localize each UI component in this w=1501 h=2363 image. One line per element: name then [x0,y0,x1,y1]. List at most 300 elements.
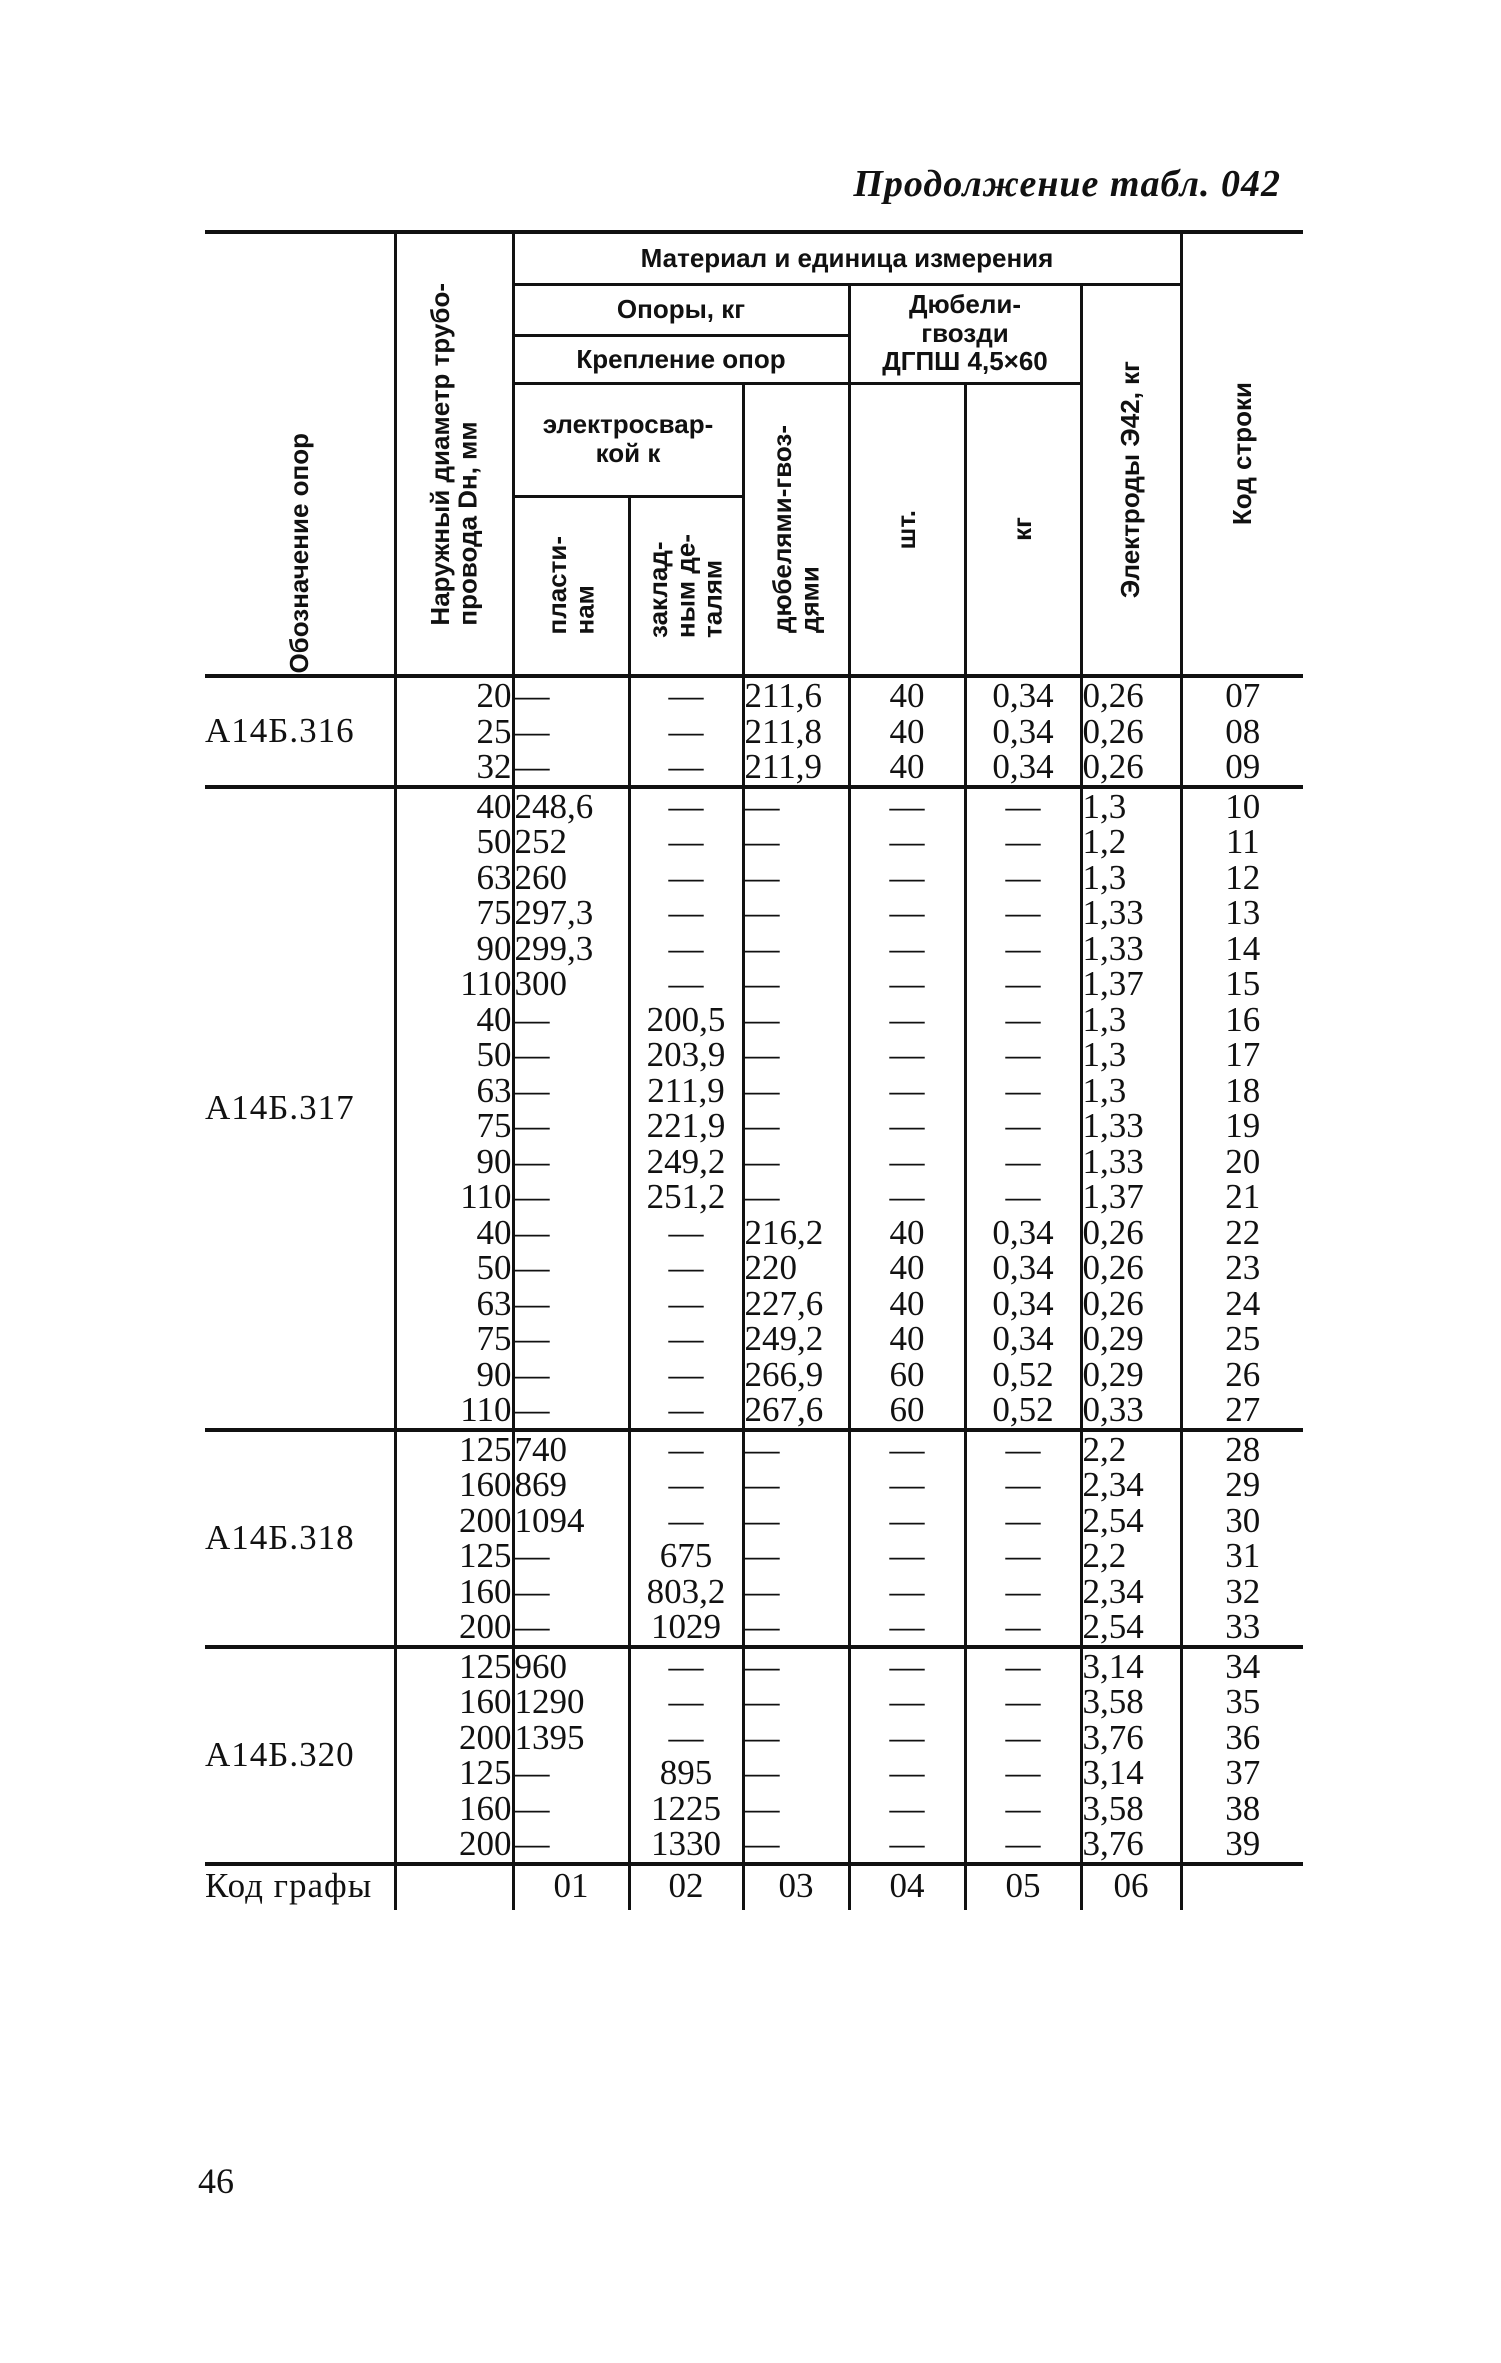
table-cell-value: 15 [1225,964,1261,1003]
table-cell-value: 3,58 [1082,1788,1144,1828]
header-row-code: Код строки [1181,232,1303,676]
table-cell-value: — [744,1106,780,1145]
table-cell-value: 40 [889,711,925,751]
table-cell-value: — [514,1106,550,1145]
table-cell-value: 0,34 [992,747,1054,786]
table-cell-value: 160 [459,1682,512,1721]
kg-cell [965,787,1081,1430]
table-cell-value: 40 [476,786,512,826]
table-cell-value: 125 [459,1429,512,1469]
table-cell-value: — [514,747,550,786]
table-cell-value: — [514,1283,550,1323]
table-cell-value: 740 [514,1429,567,1469]
designation-cell: А14Б.318 [205,1430,395,1647]
table-cell-value: — [889,1824,925,1863]
table-cell-value: — [744,786,780,826]
table-cell-value: — [889,857,925,897]
table-cell-value: — [1005,1500,1041,1540]
dowels-cell [743,787,849,1430]
embedded-cell [629,787,743,1430]
table-cell-value: — [668,857,704,897]
table-cell-value: 216,2 [744,1212,824,1252]
footer-code-cell: 01 [513,1864,629,1910]
table-cell-value: — [1005,1536,1041,1575]
table-cell-value: 1,33 [1082,928,1144,968]
table-cell-value: — [1005,1141,1041,1181]
table-cell-value: 0,26 [1082,747,1144,786]
table-cell-value: — [889,1500,925,1540]
table-cell-value: 20 [476,676,512,715]
kg-cell [965,676,1081,787]
table-cell-value: — [668,928,704,968]
table-cell-value: 0,52 [992,1354,1054,1394]
table-cell-value: — [514,1390,550,1429]
table-cell-value: — [668,1717,704,1757]
table-cell-value: 38 [1225,1788,1261,1828]
table-cell-value: 12 [1225,857,1261,897]
table-cell-value: — [514,1824,550,1863]
table-cell-value: 32 [476,747,512,786]
table-cell-value: 28 [1225,1429,1261,1469]
dowels-cell [743,676,849,787]
table-cell-value: 35 [1225,1682,1261,1721]
kg-cell [965,1430,1081,1647]
diameter-cell [395,787,513,1430]
table-cell-value: 33 [1225,1607,1261,1646]
table-cell-value: 30 [1225,1500,1261,1540]
table-cell-value: — [514,1788,550,1828]
table-cell-value: 40 [476,1212,512,1252]
table-cell-value: 1330 [651,1824,721,1863]
table-cell-value: 50 [476,1035,512,1074]
dowels-cell [743,1647,849,1864]
table-cell-value: 14 [1225,928,1261,968]
footer-spacer [1181,1864,1303,1910]
table-cell-value: 2,2 [1082,1429,1127,1469]
table-cell-value: 10 [1225,786,1261,826]
embedded-cell [629,1647,743,1864]
header-kg: кг [965,383,1081,676]
table-cell-value: 24 [1225,1283,1261,1323]
table-cell-value: — [744,1429,780,1469]
table-cell-value: 2,34 [1082,1571,1144,1611]
table-cell-value: 21 [1225,1177,1261,1216]
table-cell-value: — [744,1141,780,1181]
table-cell-value: 63 [476,1283,512,1323]
table-cell-value: — [668,1212,704,1252]
table-cell-value: — [889,928,925,968]
table-cell-value: 266,9 [744,1354,824,1394]
table-cell-value: — [889,1571,925,1611]
table-cell-value: 297,3 [514,893,594,932]
table-cell-value: — [1005,1717,1041,1757]
table-cell-value: 299,3 [514,928,594,968]
table-cell-value: — [514,1354,550,1394]
table-cell-value: 3,76 [1082,1824,1144,1863]
table-cell-value: — [668,964,704,1003]
header-plates: пласти- нам [513,496,629,676]
table-cell-value: — [744,893,780,932]
table-cell-value: 1,3 [1082,1070,1127,1110]
table-cell-value: 0,26 [1082,711,1144,751]
electrodes-cell [1081,1647,1181,1864]
footer-spacer [395,1864,513,1910]
table-cell-value: 39 [1225,1824,1261,1863]
row-code-cell [1181,676,1303,787]
table-cell-value: — [668,1465,704,1504]
table-cell-value: — [744,1788,780,1828]
header-pcs: шт. [849,383,965,676]
electrodes-cell [1081,676,1181,787]
electrodes-cell [1081,1430,1181,1647]
table-cell-value: — [889,1682,925,1721]
pcs-cell [849,1647,965,1864]
table-cell-value: — [1005,999,1041,1039]
table-cell-value: 60 [889,1390,925,1429]
table-cell-value: 1,33 [1082,1141,1144,1181]
table-cell-value: — [668,747,704,786]
table-cell-value: — [514,1607,550,1646]
table-cell-value: 1,33 [1082,893,1144,932]
plates-cell [513,1647,629,1864]
table-cell-value: 267,6 [744,1390,824,1429]
table-cell-value: — [1005,1788,1041,1828]
table-cell-value: 0,29 [1082,1354,1144,1394]
page-number: 46 [198,2161,234,2201]
table-cell-value: 1,3 [1082,1035,1127,1074]
table-cell-value: — [668,786,704,826]
electrodes-cell [1081,787,1181,1430]
table-cell-value: — [668,1646,704,1686]
table-cell-value: 20 [1225,1141,1261,1181]
table-cell-value: 0,34 [992,676,1054,715]
pcs-cell [849,1430,965,1647]
table-cell-value: — [1005,1070,1041,1110]
table-cell-value: — [889,1753,925,1792]
table-cell-value: 22 [1225,1212,1261,1252]
header-dowels: дюбелями-гвоз- дями [743,383,849,676]
table-cell-value: 960 [514,1646,567,1686]
table-cell-value: — [514,1177,550,1216]
table-cell-value: 110 [460,1177,512,1216]
table-cell-value: — [744,1465,780,1504]
diameter-cell [395,676,513,787]
table-cell-value: 36 [1225,1717,1261,1757]
table-cell-value: 252 [514,822,567,861]
table-cell-value: — [889,1070,925,1110]
table-cell-value: 90 [476,928,512,968]
table-cell-value: — [514,999,550,1039]
table-cell-value: 221,9 [646,1106,726,1145]
dowels-cell [743,1430,849,1647]
table-cell-value: 63 [476,1070,512,1110]
table-cell-value: 0,26 [1082,1212,1144,1252]
table-cell-value: — [744,1717,780,1757]
table-cell-value: 90 [476,1141,512,1181]
footer-code-cell: 04 [849,1864,965,1910]
table-cell-value: 260 [514,857,567,897]
table-cell-value: 3,14 [1082,1646,1144,1686]
table-cell-value: 16 [1225,999,1261,1039]
table-cell-value: — [889,786,925,826]
table-cell-value: — [889,1465,925,1504]
table-cell-value: 40 [889,676,925,715]
table-cell-value: — [1005,1035,1041,1074]
table-cell-value: 200 [459,1500,512,1540]
table-cell-value: 110 [460,964,512,1003]
table-cell-value: 0,29 [1082,1319,1144,1358]
table-cell-value: 125 [459,1536,512,1575]
table-cell-value: 60 [889,1354,925,1394]
footer-code-cell: 06 [1081,1864,1181,1910]
table-cell-value: 0,26 [1082,1248,1144,1287]
table-cell-value: — [744,1035,780,1074]
table-cell-value: 3,14 [1082,1753,1144,1792]
table-cell-value: — [889,1035,925,1074]
table-cell-value: 869 [514,1465,567,1504]
table-cell-value: — [889,1106,925,1145]
diameter-cell [395,1430,513,1647]
table-cell-value: — [889,1141,925,1181]
table-cell-value: 26 [1225,1354,1261,1394]
table-cell-value: — [668,1500,704,1540]
table-cell-value: — [668,711,704,751]
table-cell-value: 40 [889,1283,925,1323]
designation-cell: А14Б.316 [205,676,395,787]
table-cell-value: — [1005,1682,1041,1721]
table-cell-value: — [889,1646,925,1686]
table-cell-value: — [889,1607,925,1646]
header-supports-kg: Опоры, кг [513,284,849,335]
header-designation: Обозначение опор [205,232,395,676]
table-cell-value: 23 [1225,1248,1261,1287]
row-code-cell [1181,1430,1303,1647]
table-cell-value: — [514,676,550,715]
table-cell-value: — [668,1248,704,1287]
table-cell-value: — [889,1717,925,1757]
table-cell-value: 0,26 [1082,1283,1144,1323]
table-cell-value: — [668,822,704,861]
table-cell-value: — [514,1536,550,1575]
header-diameter: Наружный диаметр трубо- провода Dн, мм [395,232,513,676]
table-cell-value: — [1005,964,1041,1003]
table-cell-value: 13 [1225,893,1261,932]
table-cell-value: — [744,1536,780,1575]
table-cell-value: 249,2 [646,1141,726,1181]
table-cell-value: 0,34 [992,1212,1054,1252]
table-cell-value: — [744,1824,780,1863]
table-cell-value: 220 [744,1248,797,1287]
table-cell-value: — [514,1248,550,1287]
table-cell-value: 300 [514,964,567,1003]
row-code-cell [1181,787,1303,1430]
table-caption: Продолжение табл. 042 [853,163,1281,205]
table-cell-value: 0,34 [992,1283,1054,1323]
table-cell-value: — [668,1354,704,1394]
table-cell-value: — [889,1788,925,1828]
row-code-cell [1181,1647,1303,1864]
table-cell-value: — [744,1753,780,1792]
table-cell-value: 160 [459,1571,512,1611]
table-cell-value: — [744,928,780,968]
table-cell-value: 0,26 [1082,676,1144,715]
table-cell-value: 1,37 [1082,1177,1144,1216]
table-cell-value: — [1005,822,1041,861]
table-cell-value: 160 [459,1465,512,1504]
table-cell-value: 2,54 [1082,1500,1144,1540]
table-cell-value: — [1005,1607,1041,1646]
table-cell-value: — [889,893,925,932]
table-cell-value: 125 [459,1753,512,1792]
table-cell-value: — [889,964,925,1003]
table-cell-value: — [668,1283,704,1323]
table-cell-value: 1395 [514,1717,585,1757]
table-row-group [205,676,1303,787]
table-cell-value: — [514,1212,550,1252]
table-cell-value: 75 [476,1319,512,1358]
table-cell-value: 251,2 [646,1177,726,1216]
table-cell-value: 3,58 [1082,1682,1144,1721]
table-cell-value: 63 [476,857,512,897]
table-cell-value: 203,9 [646,1035,726,1074]
table-cell-value: — [744,999,780,1039]
table-cell-value: — [1005,1106,1041,1145]
table-cell-value: — [744,822,780,861]
table-cell-value: — [514,1571,550,1611]
table-cell-value: 11 [1225,822,1260,861]
table-cell-value: 3,76 [1082,1717,1144,1757]
table-cell-value: 09 [1225,747,1261,786]
footer-label: Код графы [205,1865,373,1905]
table-cell-value: 803,2 [646,1571,726,1611]
table-cell-value: — [744,1571,780,1611]
table-cell-value: — [1005,1571,1041,1611]
table-cell-value: 1094 [514,1500,585,1540]
table-cell-value: 227,6 [744,1283,824,1323]
table-cell-value: 2,54 [1082,1607,1144,1646]
footer-code-cell: 05 [965,1864,1081,1910]
plates-cell [513,1430,629,1647]
table-cell-value: 19 [1225,1106,1261,1145]
table-cell-value: 2,34 [1082,1465,1144,1504]
table-cell-value: — [744,1177,780,1216]
designation-cell: А14Б.317 [205,787,395,1430]
table-cell-value: — [744,1682,780,1721]
header-mounting: Крепление опор [513,335,849,383]
table-cell-value: 200,5 [646,999,726,1039]
table-cell-value: 249,2 [744,1319,824,1358]
table-cell-value: 29 [1225,1465,1261,1504]
table-cell-value: 1,3 [1082,786,1127,826]
table-cell-value: 1290 [514,1682,585,1721]
table-cell-value: — [668,1319,704,1358]
table-cell-value: — [889,822,925,861]
table-cell-value: 50 [476,822,512,861]
table-cell-value: 1,3 [1082,999,1127,1039]
header-electrowelding: электросвар- кой к [513,383,743,496]
table-cell-value: — [1005,1465,1041,1504]
table-cell-value: 27 [1225,1390,1261,1429]
table-cell-value: 200 [459,1607,512,1646]
table-cell-value: 248,6 [514,786,594,826]
pcs-cell [849,676,965,787]
table-cell-value: 0,52 [992,1390,1054,1429]
table-cell-value: — [668,1429,704,1469]
table-cell-value: 1029 [651,1607,721,1646]
table-cell-value: 200 [459,1824,512,1863]
table-cell-value: — [668,1682,704,1721]
table-cell-value: — [1005,928,1041,968]
table-row-group [205,1647,1303,1864]
table-row-group [205,1430,1303,1647]
table-footer [205,1864,1303,1910]
table-cell-value: 0,33 [1082,1390,1144,1429]
table-cell-value: 32 [1225,1571,1261,1611]
header-material-units: Материал и единица измерения [513,232,1181,284]
table-cell-value: 0,34 [992,1319,1054,1358]
table-cell-value: 40 [889,1319,925,1358]
table-cell-value: — [1005,1824,1041,1863]
table-cell-value: 160 [459,1788,512,1828]
table-cell-value: 1225 [651,1788,721,1828]
table-cell-value: — [514,1035,550,1074]
header-dowel-nails: Дюбели- гвозди ДГПШ 4,5×60 [849,284,1081,383]
table-cell-value: — [744,857,780,897]
table-cell-value: 75 [476,1106,512,1145]
table-cell-value: 17 [1225,1035,1261,1074]
footer-code-cell: 03 [743,1864,849,1910]
table-cell-value: 75 [476,893,512,932]
table-cell-value: — [1005,857,1041,897]
table-cell-value: 211,9 [647,1070,725,1110]
table-cell-value: 675 [659,1536,713,1575]
table-cell-value: 1,33 [1082,1106,1144,1145]
table-cell-value: — [1005,893,1041,932]
table-cell-value: 110 [460,1390,512,1429]
table-cell-value: 211,8 [744,711,822,751]
table-cell-value: — [1005,786,1041,826]
table-cell-value: 1,37 [1082,964,1144,1003]
table-cell-value: 2,2 [1082,1536,1127,1575]
table-cell-value: — [889,1429,925,1469]
table-cell-value: — [744,1607,780,1646]
header-electrodes: Электроды Э42, кг [1081,284,1181,676]
table-cell-value: — [744,1646,780,1686]
table-cell-value: — [744,1500,780,1540]
embedded-cell [629,1430,743,1647]
table-cell-value: — [1005,1753,1041,1792]
table-cell-value: 211,6 [744,676,822,715]
table-cell-value: — [889,1177,925,1216]
table-cell-value: 211,9 [744,747,822,786]
kg-cell [965,1647,1081,1864]
table-cell-value: 34 [1225,1646,1261,1686]
plates-cell [513,787,629,1430]
table-cell-value: 07 [1225,676,1261,715]
table-body [205,676,1303,1864]
table-cell-value: 25 [1225,1319,1261,1358]
table-cell-value: — [744,964,780,1003]
table-cell-value: 1,3 [1082,857,1127,897]
designation-cell: А14Б.320 [205,1647,395,1864]
table-cell-value: 18 [1225,1070,1261,1110]
table-cell-value: — [1005,1646,1041,1686]
table-cell-value: 31 [1225,1536,1261,1575]
table-cell-value: 0,34 [992,711,1054,751]
table-cell-value: 40 [476,999,512,1039]
table-cell-value: 200 [459,1717,512,1757]
table-cell-value: 50 [476,1248,512,1287]
